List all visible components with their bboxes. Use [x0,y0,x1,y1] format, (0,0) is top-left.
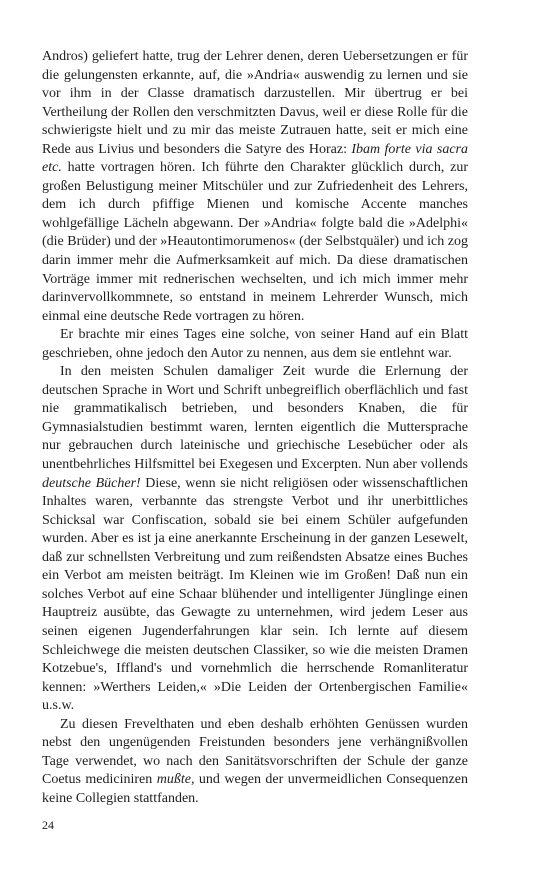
body-text [42,48,468,808]
paragraph: Andros) geliefert hatte, trug der Lehrer denen, deren Uebersetzungen er für die gelungensten erkannte, auf, die »Andria« auswendig zu lernen und sie vor ihm in der Classe dramatisch darzustellen. Mir übertrug er bei Vertheilung der Rollen den verschmitzten Davus, weil er diese Rolle für die schwierigste hielt und zu mir das meiste Zutrauen hatte, seit er mich eine Rede aus Livius und besonders die Satyre des Horaz: Ibam forte via sacra etc. hatte vortragen hören. Ich führte den Charakter glücklich durch, zur großen Belustigung meiner Mitschüler und zur Zufriedenheit des Lehrers, dem ich durch pfiffige Mienen und komische Accente manches wohlgefällige Lächeln abgewann. Der »Andria« folgte bald die »Adelphi« (die Brüder) und der »Heautontimorumenos« (der Selbstquäler) und ich zog darin immer mehr die Aufmerksamkeit auf mich. Da diese dramatischen Vorträge immer mit rednerischen wechselten, und ich mich immer mehr darinvervollkommnete, so entstand in meinem Lehrerder Wunsch, mich einmal eine deutsche Rede vortragen zu hören. [42,49,468,324]
paragraph: Er brachte mir eines Tages eine solche, von seiner Hand auf ein Blatt geschrieben, ohne jedoch den Autor zu nennen, aus dem sie entlehnt war. [42,327,468,361]
paragraph: Zu diesen Frevelthaten und eben deshalb erhöhten Genüssen wurden nebst den ungenügenden Freistunden besonders jene verhängnißvollen Tage verwendet, wo nach den Sanitätsvorschriften der Schule der ganze Coetus mediciniren mußte, und wegen der unvermeidlichen Consequenzen keine Collegien stattfanden. [42,716,468,806]
page-number: 24 [42,818,54,832]
paragraph: In den meisten Schulen damaliger Zeit wurde die Erlernung der deutschen Sprache in Wort und Schrift unbegreiflich oberflächlich und fast nie grammatikalisch betrieben, und besonders Knaben, die für Gymnasialstudien bestimmt waren, lernten eigentlich die Muttersprache nur gebrauchen durch lateinische und griechische Lesebücher oder als unentbehrliches Hilfsmittel bei Exegesen und Excerpten. Nun aber vollends deutsche Bücher! Diese, wenn sie nicht religiösen oder wissenschaftlichen Inhaltes waren, verbannte das strengste Verbot und ihr unerbittliches Schicksal war Confiscation, sobald sie bei einem Schüler aufgefunden wurden. Aber es ist ja eine anerkannte Erscheinung in der ganzen Lesewelt, daß zur schnellsten Verbreitung und zum reißendsten Absatze eines Buches ein Verbot am meisten beiträgt. Im Kleinen wie im Großen! Daß nun ein solches Verbot auf eine Schaar blühender und intelligenter Jünglinge einen Hauptreiz ausübte, das Gewagte zu unternehmen, wird jedem Leser aus seinen eigenen Jugenderfahrungen klar sein. Ich lernte auf diesem Schleichwege die meisten deutschen Classiker, so wie die meisten Dramen Kotzebue's, Iffland's und vornehmlich die herrschende Romanliteratur kennen: »Werthers Leiden,« »Die Leiden der Ortenbergischen Familie« u.s.w. [42,364,468,714]
